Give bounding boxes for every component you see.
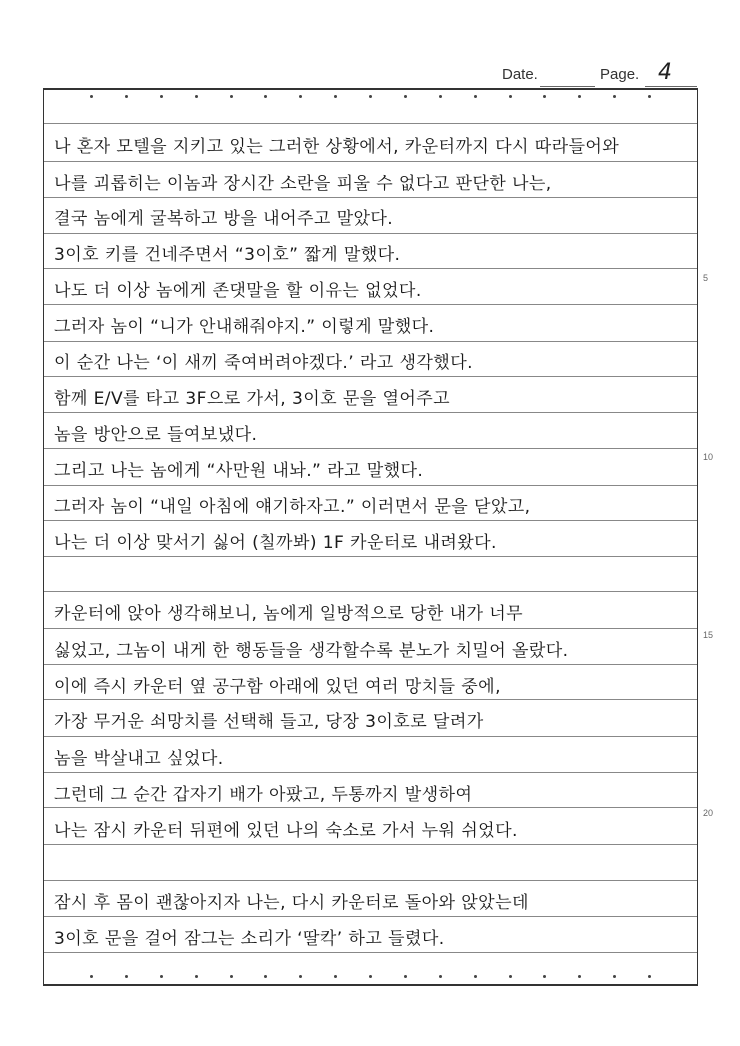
dot-marker [90, 975, 93, 978]
ruled-line [44, 772, 697, 773]
dot-marker [334, 975, 337, 978]
dot-marker [195, 95, 198, 98]
ruled-line [44, 123, 697, 124]
ruled-line [44, 268, 697, 269]
text-line: 카운터에 앉아 생각해보니, 놈에게 일방적으로 당한 내가 너무 [54, 604, 524, 624]
ruled-line [44, 736, 697, 737]
ruled-line [44, 664, 697, 665]
dot-marker [404, 95, 407, 98]
text-line: 나는 잠시 카운터 뒤편에 있던 나의 숙소로 가서 누워 쉬었다. [54, 821, 518, 841]
text-line: 이 순간 나는 ‘이 새끼 죽여버려야겠다.’ 라고 생각했다. [54, 353, 473, 373]
dot-marker [439, 975, 442, 978]
ruled-line [44, 304, 697, 305]
dot-marker [613, 95, 616, 98]
text-line: 나는 더 이상 맞서기 싫어 (칠까봐) 1F 카운터로 내려왔다. [54, 533, 497, 553]
dot-marker [299, 95, 302, 98]
text-line: 그런데 그 순간 갑자기 배가 아팠고, 두통까지 발생하여 [54, 785, 473, 805]
dot-marker [160, 95, 163, 98]
ruled-line [44, 341, 697, 342]
sheet-top-border [43, 88, 698, 90]
text-line: 결국 놈에게 굴복하고 방을 내어주고 말았다. [54, 209, 394, 229]
dot-marker [648, 95, 651, 98]
dot-marker [369, 975, 372, 978]
ruled-line [44, 556, 697, 557]
text-line: 놈을 박살내고 싶었다. [54, 749, 224, 769]
ruled-line [44, 591, 697, 592]
ruled-line [44, 448, 697, 449]
ruled-line [44, 197, 697, 198]
date-label: Date. [502, 66, 538, 83]
dot-marker [230, 95, 233, 98]
ruled-line [44, 699, 697, 700]
ruled-line [44, 844, 697, 845]
dot-marker [264, 95, 267, 98]
dot-marker [613, 975, 616, 978]
dot-marker [125, 95, 128, 98]
page-number: 4 [658, 60, 672, 85]
ruled-line [44, 412, 697, 413]
text-line: 놈을 방안으로 들여보냈다. [54, 425, 258, 445]
line-number-10: 10 [703, 452, 714, 462]
text-line: 나 혼자 모텔을 지키고 있는 그러한 상황에서, 카운터까지 다시 따라들어와 [54, 137, 620, 157]
line-number-20: 20 [703, 808, 714, 818]
ruled-line [44, 376, 697, 377]
dot-marker [543, 95, 546, 98]
ruled-line [44, 520, 697, 521]
dot-marker [509, 95, 512, 98]
text-line: 함께 E/V를 타고 3F으로 가서, 3이호 문을 열어주고 [54, 389, 451, 409]
text-line: 이에 즉시 카운터 옆 공구함 아래에 있던 여러 망치들 중에, [54, 677, 501, 697]
page-label: Page. [600, 66, 640, 83]
ruled-line [44, 161, 697, 162]
sheet-bottom-border [43, 984, 698, 986]
ruled-line [44, 485, 697, 486]
dot-marker [439, 95, 442, 98]
dot-marker [648, 975, 651, 978]
dot-marker [125, 975, 128, 978]
bottom-dot-row [44, 975, 697, 981]
dot-marker [578, 975, 581, 978]
dot-marker [90, 95, 93, 98]
dot-marker [264, 975, 267, 978]
top-dot-row [44, 95, 697, 101]
text-line: 3이호 키를 건네주면서 “3이호” 짧게 말했다. [54, 245, 401, 265]
text-line: 3이호 문을 걸어 잠그는 소리가 ‘딸칵’ 하고 들렸다. [54, 929, 445, 949]
dot-marker [474, 95, 477, 98]
dot-marker [543, 975, 546, 978]
text-line: 싫었고, 그놈이 내게 한 행동들을 생각할수록 분노가 치밀어 올랐다. [54, 641, 569, 661]
dot-marker [160, 975, 163, 978]
dot-marker [404, 975, 407, 978]
ruled-line [44, 233, 697, 234]
line-number-15: 15 [703, 630, 714, 640]
text-line: 가장 무거운 쇠망치를 선택해 들고, 당장 3이호로 달려가 [54, 712, 484, 732]
text-line: 잠시 후 몸이 괜찮아지자 나는, 다시 카운터로 돌아와 앉았는데 [54, 893, 529, 913]
dot-marker [230, 975, 233, 978]
text-line: 그러자 놈이 “니가 안내해줘야지.” 이렇게 말했다. [54, 317, 435, 337]
dot-marker [509, 975, 512, 978]
line-number-5: 5 [703, 273, 709, 283]
ruled-line [44, 952, 697, 953]
dot-marker [334, 95, 337, 98]
ruled-line [44, 807, 697, 808]
ruled-line [44, 880, 697, 881]
dot-marker [474, 975, 477, 978]
dot-marker [299, 975, 302, 978]
dot-marker [195, 975, 198, 978]
text-line: 나를 괴롭히는 이놈과 장시간 소란을 피울 수 없다고 판단한 나는, [54, 174, 552, 194]
date-underline [540, 86, 595, 87]
page-underline [645, 86, 697, 87]
text-line: 그리고 나는 놈에게 “사만원 내놔.” 라고 말했다. [54, 461, 424, 481]
ruled-line [44, 916, 697, 917]
text-line: 그러자 놈이 “내일 아침에 얘기하자고.” 이러면서 문을 닫았고, [54, 497, 531, 517]
dot-marker [369, 95, 372, 98]
text-line: 나도 더 이상 놈에게 존댓말을 할 이유는 없었다. [54, 281, 422, 301]
ruled-line [44, 628, 697, 629]
dot-marker [578, 95, 581, 98]
